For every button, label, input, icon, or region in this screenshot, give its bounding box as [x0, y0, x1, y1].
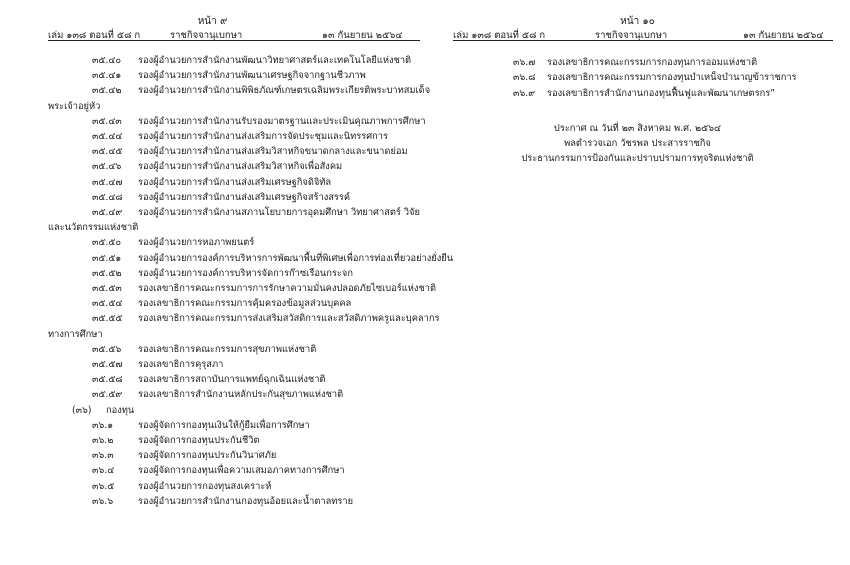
- item-number: ๓๕.๕๔: [92, 298, 123, 310]
- list-item: [92, 207, 420, 219]
- item-number: ๓๕.๔๗: [92, 176, 123, 188]
- item-number: ๓๕.๕๐: [92, 237, 122, 249]
- item-number: ๓๕.๔๑: [92, 70, 122, 82]
- list-item: [92, 85, 430, 97]
- item-number: ๓๕.๔๘: [92, 191, 123, 203]
- item-number: ๓๖.๗: [513, 57, 536, 68]
- list-item: [513, 72, 797, 84]
- item-text: รองเลขาธิการคณะกรรมการสุขภาพแห่งชาติ: [138, 343, 317, 355]
- item-number: ๓๖.๕: [92, 480, 115, 492]
- list-item: [92, 237, 254, 249]
- list-item: [48, 329, 103, 341]
- item-number: ๓๕.๔๙: [92, 207, 123, 218]
- item-number: ๓๕.๔๐: [92, 55, 122, 66]
- item-text: รองผู้อำนวยการสำนักงานส่งเสริมวิสาหกิจขนาดกลางและขนาดย่อม: [138, 146, 408, 158]
- item-text: และนวัตกรรมแห่งชาติ: [48, 222, 139, 234]
- item-text: รองเลขาธิการคุรุสภา: [138, 359, 224, 370]
- item-number: ๓๕.๕๑: [92, 252, 122, 264]
- item-text: รองผู้จัดการกองทุนประกันวินาศภัย: [138, 450, 277, 462]
- item-number: ๓๕.๔๕: [92, 146, 123, 158]
- right-page: [425, 0, 850, 565]
- list-item: [92, 116, 426, 128]
- item-number: ๓๖.๙: [513, 87, 536, 99]
- item-text: รองเลขาธิการคณะกรรมการกองทุนบำเหน็จบำนาญข้าราชการ: [547, 72, 797, 84]
- item-number: ๓๕.๕๙: [92, 389, 123, 401]
- item-text: รองผู้จัดการกองทุนเพื่อความเสมอภาคทางการศึกษา: [138, 465, 345, 477]
- list-item: [92, 496, 353, 508]
- item-number: ๓๕.๔๓: [92, 115, 122, 127]
- list-item: [92, 435, 260, 447]
- item-number: ๓๕.๔๖: [92, 161, 122, 173]
- item-number: ๓๖.๓: [92, 450, 114, 462]
- item-number: ๓๕.๔๔: [92, 131, 123, 142]
- list-item: [92, 177, 331, 189]
- item-text: พระเจ้าอยู่หัว: [48, 100, 101, 112]
- gazette-label: ราชกิจจานุเบกษา: [170, 30, 243, 41]
- item-number: ๓๕.๕๖: [92, 343, 122, 355]
- list-item: [92, 359, 223, 371]
- item-text: รองผู้อำนวยการสำนักงานส่งเสริมการจัดประชุมและนิทรรศการ: [138, 131, 388, 142]
- item-number: ๓๕.๕๘: [92, 374, 123, 386]
- item-text: รองผู้จัดการกองทุนประกันชีวิต: [138, 435, 260, 446]
- item-text: รองผู้อำนวยการสำนักงานส่งเสริมเศรษฐกิจสร้างสรรค์: [138, 191, 351, 203]
- list-item: [92, 283, 436, 295]
- item-text: กองทุน: [106, 404, 135, 416]
- item-text: รองเลขาธิการคณะกรรมการการรักษาความมั่นคงปลอดภัยไซเบอร์แห่งชาติ: [138, 283, 437, 294]
- date-label: ๑๓ กันยายน ๒๕๖๔: [322, 30, 403, 41]
- item-number: ๓๕.๕๗: [92, 359, 123, 370]
- list-item: [92, 313, 439, 325]
- volume-label: เล่ม ๑๓๘ ตอนที่ ๕๘ ก: [48, 30, 141, 41]
- gazette-label: ราชกิจจานุเบกษา: [595, 30, 668, 41]
- item-text: รองผู้อำนวยการสำนักงานสภานโยบายการอุดมศึกษา วิทยาศาสตร์ วิจัย: [138, 207, 420, 218]
- list-item: [48, 222, 138, 234]
- item-text: รองเลขาธิการสถาบันการแพทย์ฉุกเฉินแห่งชาติ: [138, 374, 326, 386]
- page-number: หน้า ๑๐: [620, 16, 655, 27]
- list-item: [92, 420, 310, 432]
- volume-label: เล่ม ๑๓๘ ตอนที่ ๕๘ ก: [453, 30, 546, 41]
- item-text: รองเลขาธิการคณะกรรมการส่งเสริมสวัสดิการและสวัสดิภาพครูและบุคลากร: [138, 313, 440, 325]
- list-item: [92, 55, 411, 67]
- header-rule: [453, 40, 833, 41]
- item-text: รองเลขาธิการคณะกรรมการคุ้มครองข้อมูลส่วนบุคคล: [138, 298, 352, 310]
- item-text: รองผู้อำนวยการองค์การบริหารจัดการก๊าซเรือนกระจก: [138, 267, 353, 279]
- item-number: ๓๖.๔: [92, 465, 115, 477]
- list-item: [92, 389, 343, 401]
- item-number: ๓๕.๕๕: [92, 313, 123, 325]
- item-text: รองผู้อำนวยการสำนักงานรับรองมาตรฐานและประเมินคุณภาพการศึกษา: [138, 115, 426, 127]
- item-text: รองผู้อำนวยการสำนักงานพัฒนาวิทยาศาสตร์และเทคโนโลยีแห่งชาติ: [138, 55, 412, 66]
- item-text: รองผู้อำนวยการกองทุนสงเคราะห์: [138, 480, 272, 492]
- list-item: [92, 253, 453, 265]
- list-item: [48, 101, 100, 113]
- item-number: ๓๖.๖: [92, 495, 114, 507]
- list-item: [72, 405, 134, 417]
- date-label: ๑๓ กันยายน ๒๕๖๔: [743, 30, 824, 41]
- list-item: [92, 450, 276, 462]
- page-number: หน้า ๙: [197, 16, 228, 27]
- list-item: [92, 161, 342, 173]
- item-text: รองเลขาธิการคณะกรรมการกองทุนการออมแห่งชาติ: [547, 57, 758, 68]
- item-text: รองผู้อำนวยการสำนักงานส่งเสริมวิสาหกิจเพื่อสังคม: [138, 161, 343, 173]
- list-item: [92, 146, 408, 158]
- item-text: รองผู้อำนวยการสำนักงานพิพิธภัณฑ์เกษตรเฉลิมพระเกียรติพระบาทสมเด็จ: [138, 85, 431, 97]
- list-item: [92, 70, 366, 82]
- list-item: [513, 57, 757, 69]
- signatory-name: พลตำรวจเอก วัชรพล ประสารราชกิจ: [564, 138, 711, 149]
- item-text: รองผู้อำนวยการหอภาพยนตร์: [138, 237, 255, 249]
- item-text: รองผู้จัดการกองทุนเงินให้กู้ยืมเพื่อการศึกษา: [138, 419, 310, 431]
- item-number: (๓๖): [72, 404, 92, 416]
- list-item: [92, 298, 351, 310]
- list-item: [92, 344, 316, 356]
- item-number: ๓๕.๕๓: [92, 283, 122, 294]
- item-number: ๓๕.๕๒: [92, 267, 122, 279]
- item-number: ๓๖.๘: [513, 72, 536, 84]
- item-text: รองเลขาธิการสำนักงานหลักประกันสุขภาพแห่งชาติ: [138, 389, 344, 401]
- item-text: รองผู้อำนวยการสำนักงานพัฒนาเศรษฐกิจจากฐานชีวภาพ: [138, 70, 366, 82]
- item-text: รองผู้อำนวยการสำนักงานกองทุนอ้อยและน้ำตาลทราย: [138, 495, 354, 507]
- list-item: [92, 268, 353, 280]
- header-rule: [48, 40, 420, 41]
- list-item: [513, 88, 775, 100]
- list-item: [92, 481, 271, 493]
- item-text: รองผู้อำนวยการองค์การบริหารการพัฒนาพื้นที่พิเศษเพื่อการท่องเที่ยวอย่างยั่งยืน: [138, 252, 454, 264]
- list-item: [92, 374, 325, 386]
- item-text: รองผู้อำนวยการสำนักงานส่งเสริมเศรษฐกิจดิจิทัล: [138, 176, 332, 188]
- announcement-date: ประกาศ ณ วันที่ ๒๓ สิงหาคม พ.ศ. ๒๕๖๔: [553, 123, 722, 134]
- item-number: ๓๖.๑: [92, 419, 114, 431]
- item-number: ๓๖.๒: [92, 435, 114, 446]
- signatory-title: ประธานกรรมการป้องกันและปราบปรามการทุจริตแห่งชาติ: [521, 153, 754, 164]
- list-item: [92, 131, 388, 143]
- item-text: ทางการศึกษา: [48, 328, 103, 340]
- list-item: [92, 192, 350, 204]
- item-number: ๓๕.๔๒: [92, 85, 122, 97]
- item-text: รองเลขาธิการสำนักงานกองทุนฟื้นฟูและพัฒนาเกษตรกร”: [547, 87, 776, 99]
- list-item: [92, 465, 345, 477]
